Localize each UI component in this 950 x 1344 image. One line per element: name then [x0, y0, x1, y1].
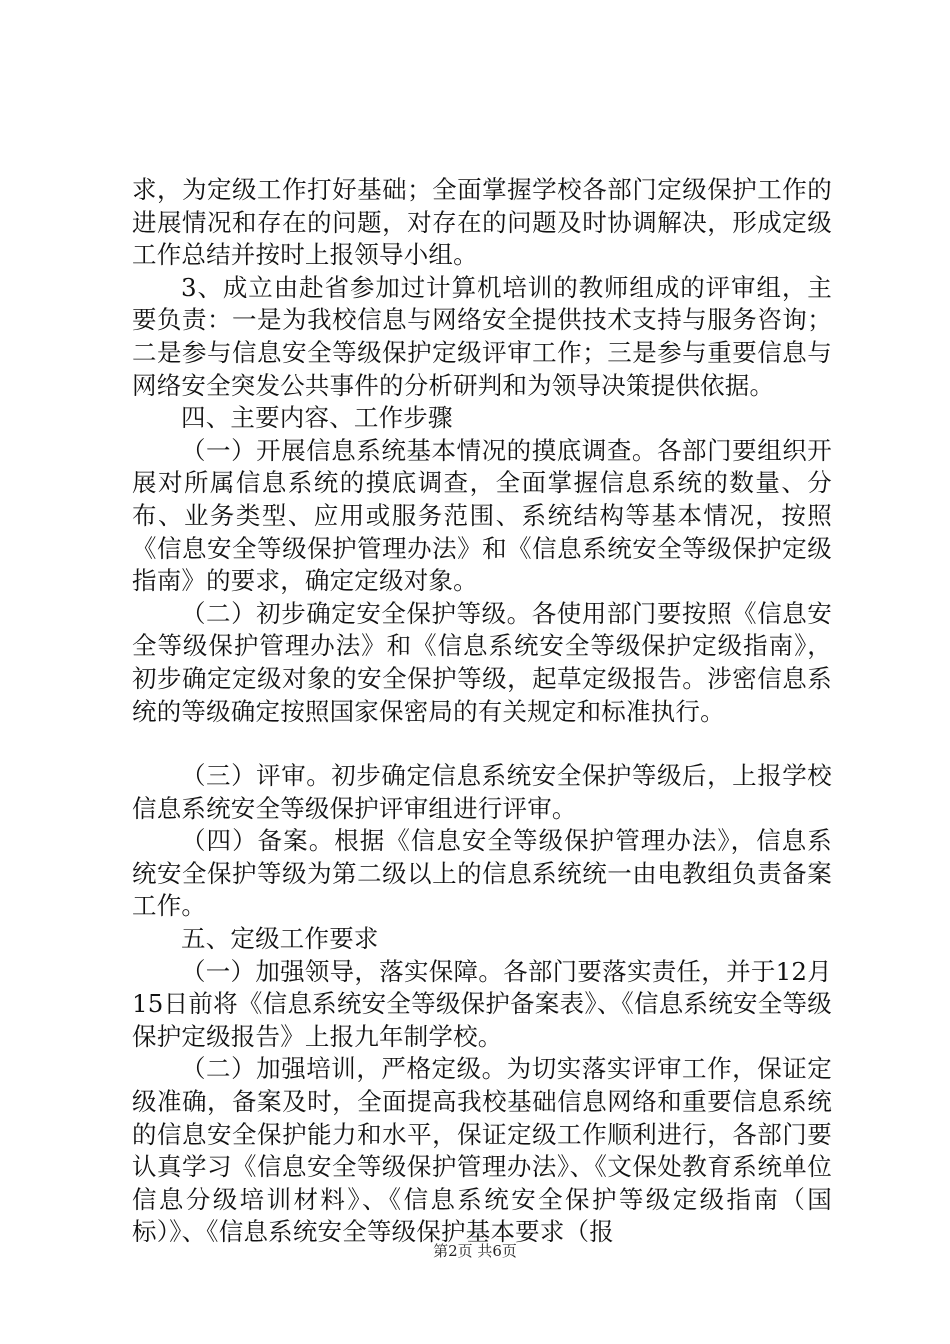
page-number-footer: 第2页 共6页: [433, 1242, 517, 1260]
paragraph-step-4: （四）备案。根据《信息安全等级保护管理办法》，信息系统安全保护等级为第二级以上的信息系统统一由电教组负责备案工作。: [132, 826, 832, 921]
paragraph-step-3: （三）评审。初步确定信息系统安全保护等级后，上报学校信息系统安全等级保护评审组进行评审。: [132, 761, 832, 823]
paragraph-requirement-2: （二）加强培训，严格定级。为切实落实评审工作，保证定级准确，备案及时，全面提高我校基础信息网络和重要信息系统的信息安全保护能力和水平，保证定级工作顺利进行，各部门要认真学习《信息安全等级保护管理办法》、《文保处教育系统单位信息分级培训材料》、《信息系统安全保护等级定级指南（国标）》、《信息系统安全等级保护基本要求（报: [132, 1054, 832, 1247]
section-heading-5: 五、定级工作要求: [181, 924, 379, 954]
document-body: [132, 174, 832, 1249]
paragraph-step-2: （二）初步确定安全保护等级。各使用部门要按照《信息安全等级保护管理办法》和《信息系统安全等级保护定级指南》，初步确定定级对象的安全保护等级，起草定级报告。涉密信息系统的等级确定按照国家保密局的有关规定和标准执行。: [132, 598, 832, 726]
paragraph-requirement-1: （一）加强领导，落实保障。各部门要落实责任，并于12月15日前将《信息系统安全等级保护备案表》、《信息系统安全等级保护定级报告》上报九年制学校。: [132, 956, 832, 1051]
paragraph-1: 求，为定级工作打好基础；全面掌握学校各部门定级保护工作的进展情况和存在的问题，对存在的问题及时协调解决，形成定级工作总结并按时上报领导小组。: [132, 175, 832, 270]
paragraph-step-1: （一）开展信息系统基本情况的摸底调查。各部门要组织开展对所属信息系统的摸底调查，全面掌握信息系统的数量、分布、业务类型、应用或服务范围、系统结构等基本情况，按照《信息安全等级保护管理办法》和《信息系统安全等级保护定级指南》的要求，确定定级对象。: [132, 435, 832, 596]
paragraph-2: 3、成立由赴省参加过计算机培训的教师组成的评审组，主要负责：一是为我校信息与网络安全提供技术支持与服务咨询；二是参与信息安全等级保护定级评审工作；三是参与重要信息与网络安全突发公共事件的分析研判和为领导决策提供依据。: [132, 272, 832, 400]
section-heading-4: 四、主要内容、工作步骤: [181, 403, 453, 433]
